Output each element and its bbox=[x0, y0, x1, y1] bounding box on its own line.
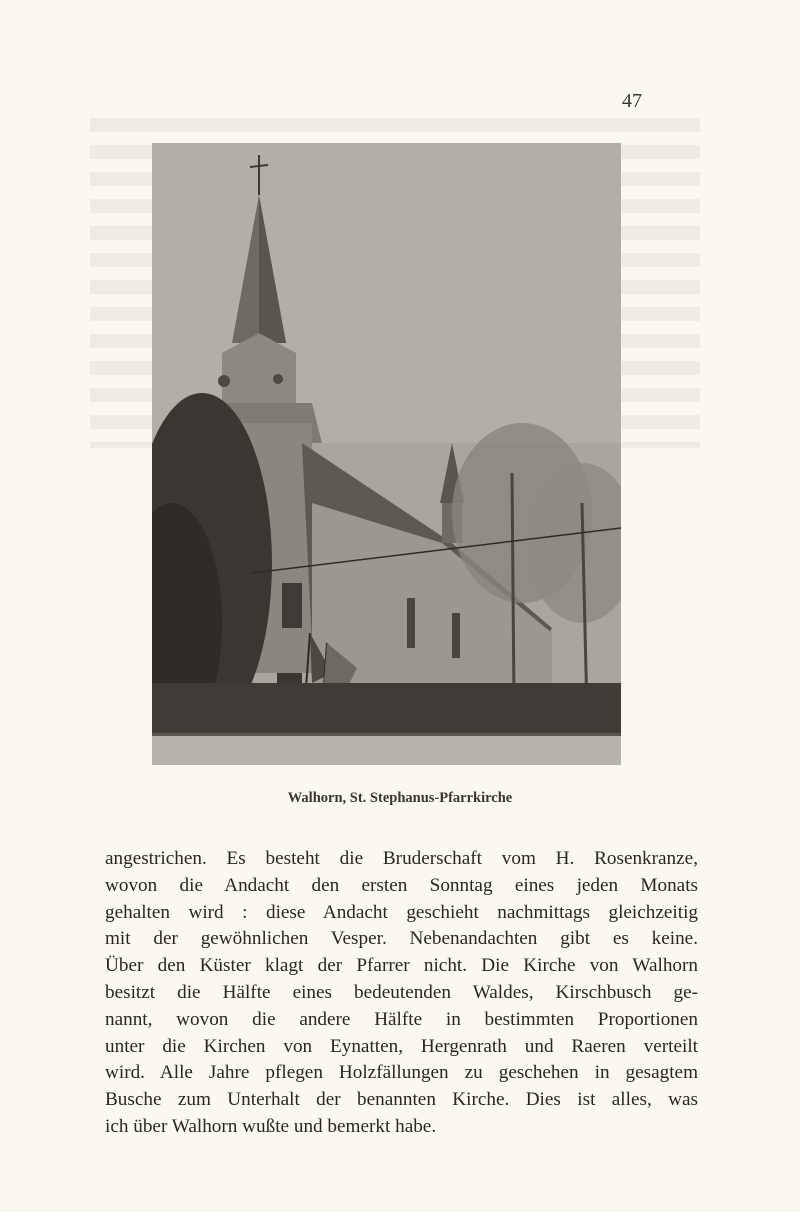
body-paragraph bbox=[105, 846, 698, 1141]
text-line: ich über Walhorn wußte und bemerkt habe. bbox=[105, 1115, 437, 1137]
text-line: angestrichen. Es besteht die Bruderschaft vom H. Rosenkranze, bbox=[105, 848, 698, 869]
photo-caption: Walhorn, St. Stephanus-Pfarrkirche bbox=[287, 790, 513, 806]
text-line: wovon die Andacht den ersten Sonntag eines jeden Monats bbox=[105, 874, 698, 896]
text-line: wird. Alle Jahre pflegen Holzfällungen zu geschehen in gesagtem bbox=[105, 1062, 698, 1084]
church-photo-illustration bbox=[152, 143, 621, 765]
text-line: unter die Kirchen von Eynatten, Hergenrath und Raeren verteilt bbox=[105, 1035, 698, 1057]
text-line: mit der gewöhnlichen Vesper. Nebenandachten gibt es keine. bbox=[105, 928, 698, 950]
page-edge bbox=[0, 1212, 800, 1225]
text-line: Über den Küster klagt der Pfarrer nicht. Die Kirche von Walhorn bbox=[105, 955, 698, 977]
text-line: nannt, wovon die andere Hälfte in bestimmten Proportionen bbox=[105, 1008, 698, 1030]
church-photo bbox=[152, 143, 621, 765]
text-line: besitzt die Hälfte eines bedeutenden Waldes, Kirschbusch ge- bbox=[105, 981, 698, 1003]
page-number: 47 bbox=[622, 90, 642, 112]
text-line: Busche zum Unterhalt der benannten Kirche. Dies ist alles, was bbox=[105, 1089, 698, 1111]
text-line: gehalten wird : diese Andacht geschieht nachmittags gleichzeitig bbox=[105, 901, 698, 923]
